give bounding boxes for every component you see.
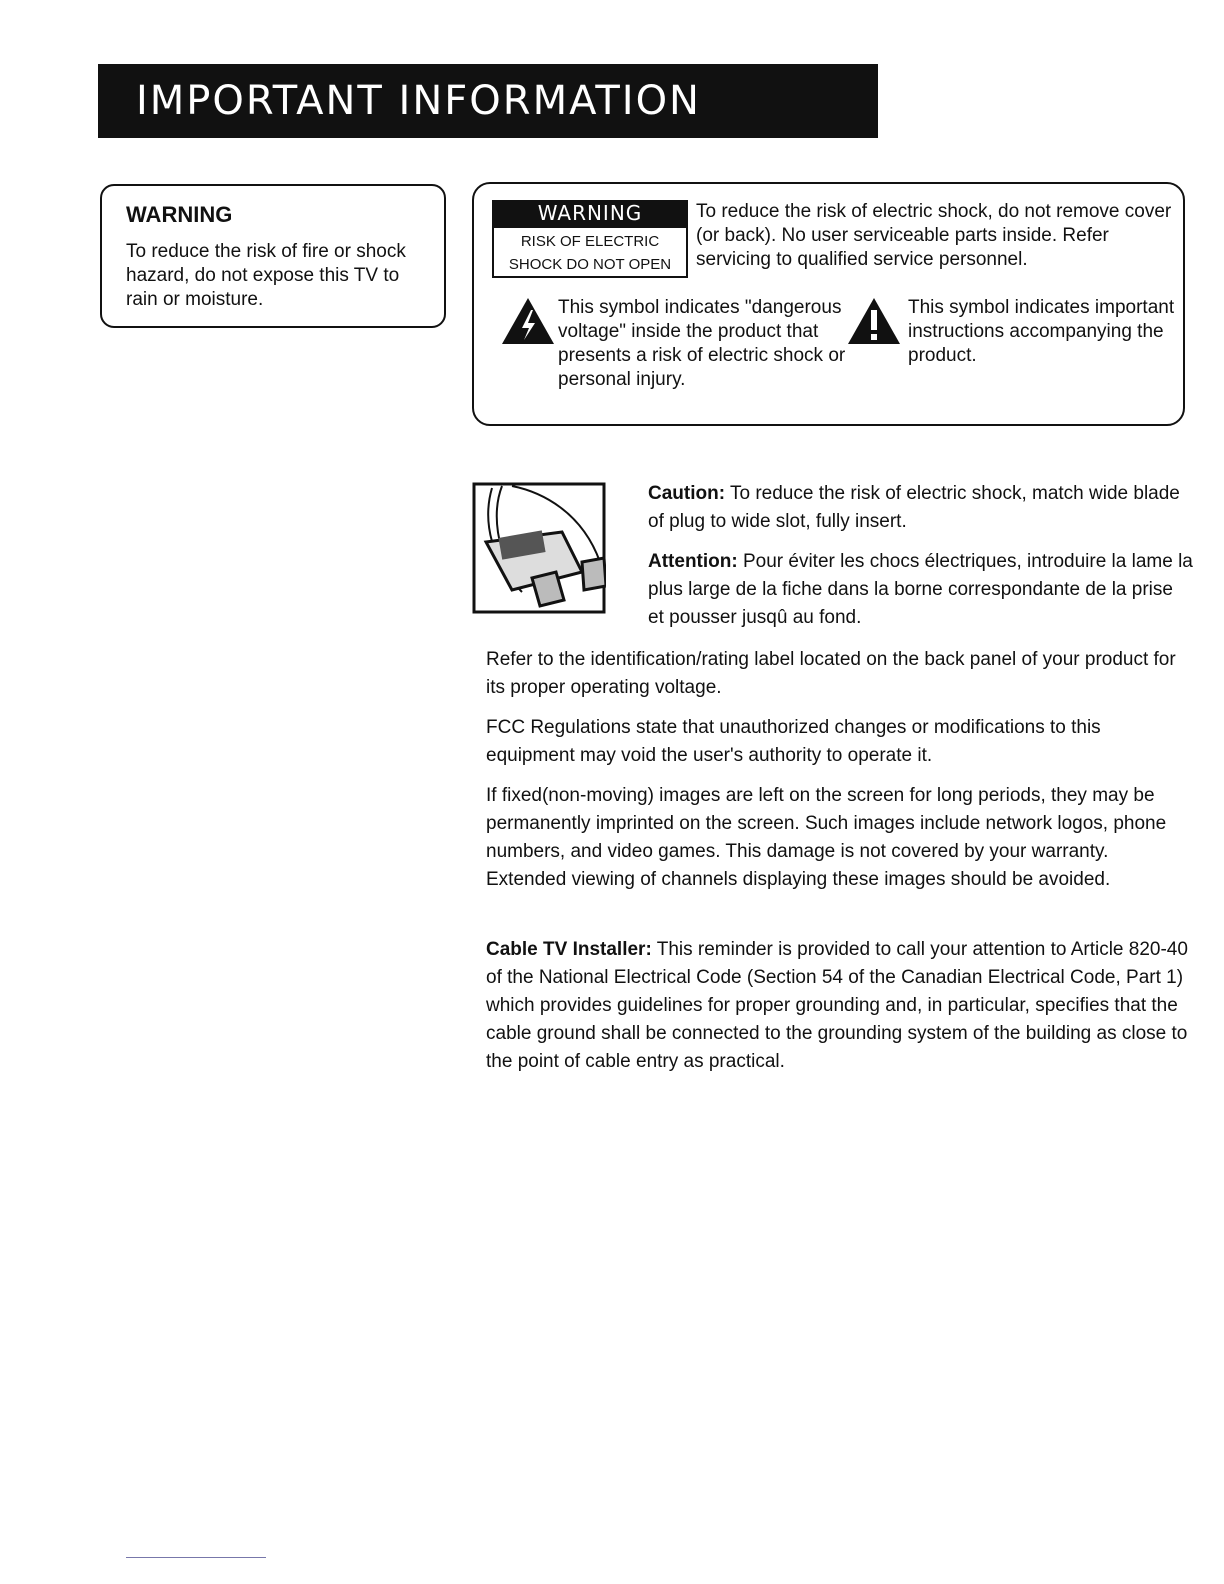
attention-label: Attention: [648,551,738,572]
attention-paragraph [648,548,1194,632]
footer-divider [126,1557,266,1558]
fixed-images-paragraph: If fixed(non-moving) images are left on the screen for long periods, they may be permanently imprinted on the screen. Such images include network logos, phone numbers, and video games. This damage is not covered by your warranty. Extended viewing of channels displaying these images should be avoided. [486,785,1167,890]
shock-warning-box [472,182,1185,426]
caution-label: Caution: [648,483,726,504]
cable-installer-label: Cable TV Installer: [486,939,652,960]
warning-text: To reduce the risk of fire or shock hazard, do not expose this TV to rain or moisture. [126,241,406,310]
voltage-symbol-text: This symbol indicates "dangerous voltage" inside the product that presents a risk of electric shock or personal injury. [558,297,846,390]
fcc-paragraph: FCC Regulations state that unauthorized changes or modifications to this equipment may void the user's authority to operate it. [486,717,1101,766]
risk-label-line2: SHOCK DO NOT OPEN [508,256,672,273]
page-title: IMPORTANT INFORMATION [136,78,701,124]
caution-paragraph [648,480,1194,536]
warning-title: WARNING [126,202,233,227]
risk-label-line1: RISK OF ELECTRIC [520,233,660,250]
warning-box [100,184,446,328]
warning-label: WARNING [492,200,688,226]
lightning-triangle-icon [500,296,556,346]
rating-label-paragraph: Refer to the identification/rating label located on the back panel of your product for its proper operating voltage. [486,649,1176,698]
cable-installer-text: This reminder is provided to call your attention to Article 820-40 of the National Electrical Code (Section 54 of the Canadian Electrical Code, Part 1) which provides guidelines for proper grounding and, in particular, specifies that the cable ground shall be connected to the grounding system of the building as close to the point of cable entry as practical. [486,939,1188,1072]
exclamation-symbol-block [846,296,1176,386]
voltage-symbol-block [500,296,846,426]
plug-illustration [472,482,606,614]
risk-label [492,226,688,278]
attention-text: Pour éviter les chocs électriques, introduire la lame la plus large de la fiche dans la borne correspondante de la prise et pousser jusqû au fond. [648,551,1193,628]
shock-warning-text: To reduce the risk of electric shock, do not remove cover (or back). No user serviceable parts inside. Refer servicing to qualified service personnel. [696,201,1172,270]
exclamation-symbol-text: This symbol indicates important instructions accompanying the product. [908,297,1175,366]
caution-text: To reduce the risk of electric shock, match wide blade of plug to wide slot, fully insert. [648,483,1180,532]
exclamation-triangle-icon [846,296,902,346]
cable-installer-paragraph [486,936,1192,1076]
page-title-banner [98,64,878,138]
